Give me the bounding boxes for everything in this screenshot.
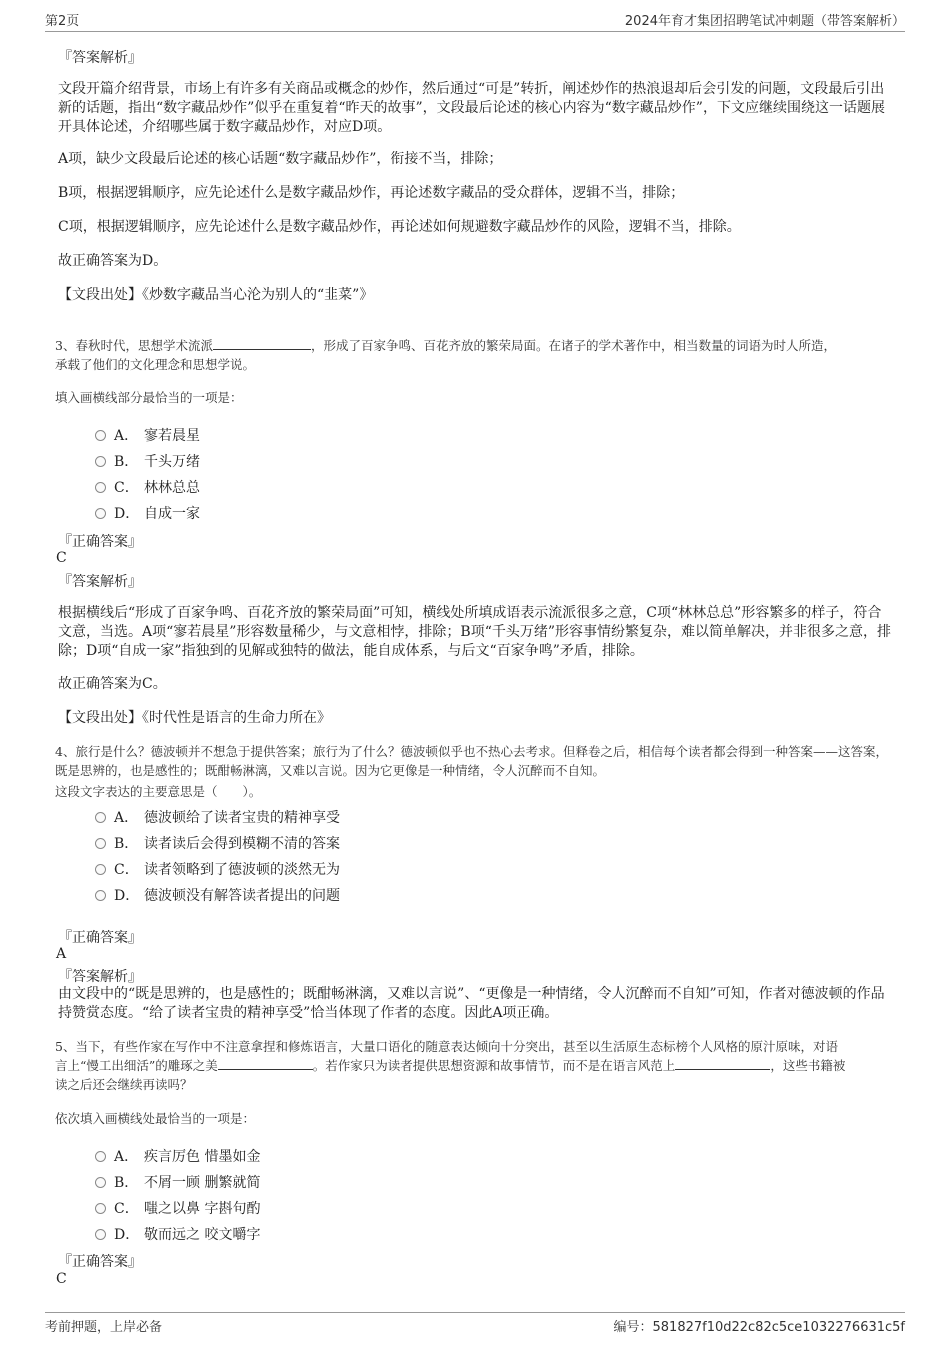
option-text: 林林总总 [144, 480, 200, 496]
q3-option-b[interactable] [95, 451, 200, 471]
q3-source: 【文段出处】《时代性是语言的生命力所在》 [58, 710, 331, 726]
option-text: 嗤之以鼻 字斟句酌 [144, 1201, 261, 1217]
q5-option-d[interactable] [95, 1224, 260, 1244]
option-text: 德波顿给了读者宝贵的精神享受 [144, 810, 340, 826]
document-id: 编号：581827f10d22c82c5ce1032276631c5f [613, 1320, 905, 1335]
q3-option-d[interactable] [95, 503, 200, 523]
option-text: 自成一家 [144, 506, 200, 522]
option-text: 千头万绪 [144, 454, 200, 470]
radio-icon[interactable] [95, 1203, 106, 1214]
q3-stem-part3: 承载了他们的文化理念和思想学说。 [55, 357, 256, 372]
q3-analysis-text: 根据横线后“形成了百家争鸣、百花齐放的繁荣局面”可知，横线处所填成语表示流派很多之意，C项“林林总总”形容繁多的样子，符合文意，当选。A项“寥若晨星”形容数量稀少，与文意相悖，排除；B项“千头万绪”形容事情纷繁复杂，难以简单解决，并非很多之意，排除；D项“自成一家”指独到的见解或独特的做法，能自成体系，与后文“百家争鸣”矛盾，排除。 [58, 605, 892, 659]
q4-analysis-label: 『答案解析』 [58, 969, 142, 985]
radio-icon[interactable] [95, 812, 106, 823]
q5-option-b[interactable] [95, 1172, 260, 1192]
q5-prompt: 依次填入画横线处最恰当的一项是： [55, 1111, 256, 1126]
q2-option-c-analysis: C项，根据逻辑顺序，应先论述什么是数字藏品炒作，再论述如何规避数字藏品炒作的风险，逻辑不当，排除。 [58, 219, 741, 235]
q3-stem [55, 336, 897, 374]
option-letter: B． [114, 836, 139, 852]
option-letter: C． [114, 862, 139, 878]
option-letter: A． [114, 1149, 139, 1165]
q3-option-a[interactable] [95, 425, 200, 445]
option-text: 疾言厉色 惜墨如金 [144, 1149, 261, 1165]
page-footer [45, 1312, 905, 1340]
q4-prompt: 这段文字表达的主要意思是（ ）。 [55, 784, 262, 799]
option-text: 读者领略到了德波顿的淡然无为 [144, 862, 340, 878]
option-text: 不屑一顾 删繁就简 [144, 1175, 261, 1191]
q5-blank-2 [675, 1058, 770, 1070]
radio-icon[interactable] [95, 456, 106, 467]
q4-option-a[interactable] [95, 807, 340, 827]
q2-conclusion: 故正确答案为D。 [58, 253, 168, 269]
page-header [45, 6, 905, 32]
radio-icon[interactable] [95, 482, 106, 493]
option-letter: B． [114, 454, 139, 470]
q5-stem-part2: 言上“慢工出细活”的雕琢之美 [55, 1058, 218, 1073]
option-letter: D． [114, 506, 140, 522]
q5-stem [55, 1037, 897, 1094]
q5-stem-part5: 读之后还会继续再读吗？ [55, 1077, 193, 1092]
q4-option-d[interactable] [95, 885, 340, 905]
q5-stem-part4: ，这些书籍被 [770, 1058, 846, 1073]
radio-icon[interactable] [95, 430, 106, 441]
q2-analysis-label: 『答案解析』 [58, 50, 142, 66]
q3-stem-part1: 3、春秋时代，思想学术流派 [55, 338, 213, 353]
q3-blank [213, 338, 311, 350]
option-letter: A． [114, 810, 139, 826]
q5-stem-part1: 5、当下，有些作家在写作中不注意拿捏和修炼语言，大量口语化的随意表达倾向十分突出，甚至以生活原生态标榜个人风格的原汁原味，对语 [55, 1039, 838, 1054]
q4-answer: A [56, 946, 67, 962]
q4-option-b[interactable] [95, 833, 340, 853]
option-letter: D． [114, 1227, 140, 1243]
q5-blank-1 [218, 1058, 313, 1070]
radio-icon[interactable] [95, 1177, 106, 1188]
radio-icon[interactable] [95, 838, 106, 849]
q5-option-c[interactable] [95, 1198, 260, 1218]
q3-prompt: 填入画横线部分最恰当的一项是： [55, 390, 243, 405]
q3-answer: C [56, 550, 67, 566]
radio-icon[interactable] [95, 890, 106, 901]
option-text: 寥若晨星 [144, 428, 200, 444]
radio-icon[interactable] [95, 1229, 106, 1240]
option-letter: C． [114, 480, 139, 496]
q2-source: 【文段出处】《炒数字藏品当心沦为别人的“韭菜”》 [58, 287, 374, 303]
q3-analysis-label: 『答案解析』 [58, 574, 142, 590]
radio-icon[interactable] [95, 1151, 106, 1162]
option-letter: A． [114, 428, 139, 444]
page-number: 第2页 [45, 14, 80, 29]
radio-icon[interactable] [95, 508, 106, 519]
q5-answer: C [56, 1271, 67, 1287]
q4-option-c[interactable] [95, 859, 340, 879]
q5-option-a[interactable] [95, 1146, 260, 1166]
document-title: 2024年育才集团招聘笔试冲刺题（带答案解析） [624, 14, 905, 29]
q4-analysis-text: 由文段中的“既是思辨的，也是感性的；既酣畅淋漓，又难以言说”、“更像是一种情绪，令人沉醉而不自知”可知，作者对德波顿的作品持赞赏态度。“给了读者宝贵的精神享受”恰当体现了作者的态度。因此A项正确。 [58, 986, 885, 1021]
q3-stem-part2: ，形成了百家争鸣、百花齐放的繁荣局面。在诸子的学术著作中，相当数量的词语为时人所造， [310, 338, 836, 353]
q5-stem-part3: 。若作家只为读者提供思想资源和故事情节，而不是在语言风范上 [312, 1058, 676, 1073]
q2-option-b-analysis: B项，根据逻辑顺序，应先论述什么是数字藏品炒作，再论述数字藏品的受众群体，逻辑不当，排除； [58, 185, 685, 201]
radio-icon[interactable] [95, 864, 106, 875]
q2-option-a-analysis: A项，缺少文段最后论述的核心话题“数字藏品炒作”，衔接不当，排除； [58, 151, 503, 167]
q3-option-c[interactable] [95, 477, 200, 497]
q4-stem: 4、旅行是什么？德波顿并不想急于提供答案；旅行为了什么？德波顿似乎也不热心去考求。但释卷之后，相信每个读者都会得到一种答案——这答案，既是思辨的，也是感性的；既酣畅淋漓，又难以言说。因为它更像是一种情绪，令人沉醉而不自知。 [55, 744, 888, 778]
option-text: 德波顿没有解答读者提出的问题 [144, 888, 340, 904]
q2-analysis-text: 文段开篇介绍背景，市场上有许多有关商品或概念的炒作，然后通过“可是”转折，阐述炒作的热浪退却后会引发的问题，文段最后引出新的话题，指出“数字藏品炒作”似乎在重复着“昨天的故事”，文段最后论述的核心内容为“数字藏品炒作”，下文应继续围绕这一话题展开具体论述，介绍哪些属于数字藏品炒作，对应D项。 [58, 81, 885, 135]
option-letter: D． [114, 888, 140, 904]
option-text: 读者读后会得到模糊不清的答案 [144, 836, 340, 852]
option-letter: B． [114, 1175, 139, 1191]
option-text: 敬而远之 咬文嚼字 [144, 1227, 261, 1243]
q5-answer-label: 『正确答案』 [58, 1254, 142, 1270]
footer-slogan: 考前押题，上岸必备 [45, 1320, 163, 1335]
q4-answer-label: 『正确答案』 [58, 930, 142, 946]
option-letter: C． [114, 1201, 139, 1217]
q3-conclusion: 故正确答案为C。 [58, 676, 167, 692]
q3-answer-label: 『正确答案』 [58, 534, 142, 550]
